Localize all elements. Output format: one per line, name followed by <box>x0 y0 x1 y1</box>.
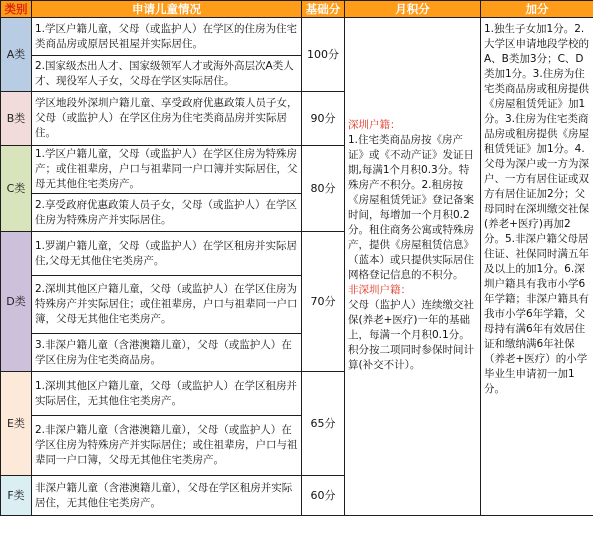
category-d-base: 70分 <box>302 232 345 372</box>
category-a-item-1: 1.学区户籍儿童，父母（或监护人）在学区的住房为住宅类商品房或原居民祖屋并实际居住。 <box>32 18 302 56</box>
category-c-item-1: 1.学区户籍儿童，父母（或监护人）在学区住房为特殊房产；或住祖辈房，户口与祖辈同一户口簿并实际居住，父母无其他住宅类房产。 <box>32 146 302 194</box>
category-b-base: 90分 <box>302 92 345 146</box>
category-e-item-2: 2.非深户籍儿童（含港澳籍儿童），父母（或监护人）在学区住房为特殊房产并实际居住；或住祖辈房，户口与祖辈同一户口簿，父母无其他住宅类房产。 <box>32 416 302 476</box>
monthly-sz-text: 1.住宅类商品房按《房产证》或《不动产证》发证日期,每满1个月积0.3分。特殊房产不积分。2.租房按《房屋租赁凭证》登记备案时间，每增加一个月积0.2分。租住商务公寓或特殊房产，提供《房屋租赁信息》（蓝本）或只提供实际居住网格登记信息的不积分。 <box>348 134 474 281</box>
header-bonus: 加分 <box>481 1 593 18</box>
header-row <box>1 1 593 18</box>
monthly-sz-title: 深圳户籍： <box>348 119 401 131</box>
category-a-label: A类 <box>1 18 32 92</box>
category-a-base: 100分 <box>302 18 345 92</box>
row-a-1 <box>1 18 593 56</box>
category-d-item-2: 2.深圳其他区户籍儿童，父母（或监护人）在学区住房为特殊房产并实际居住；或住祖辈房，户口与祖辈同一户口簿，父母无其他住宅类房产。 <box>32 276 302 334</box>
category-c-label: C类 <box>1 146 32 232</box>
monthly-nonsz-title: 非深圳户籍： <box>348 284 411 296</box>
category-d-item-1: 1.罗湖户籍儿童，父母（或监护人）在学区租房并实际居住,父母无其他住宅类房产。 <box>32 232 302 276</box>
header-category: 类别 <box>1 1 32 18</box>
category-b-item-1: 学区地段外深圳户籍儿童、享受政府优惠政策人员子女，父母（或监护人）在学区住房为住宅类商品房并实际居住。 <box>32 92 302 146</box>
category-f-item-1: 非深户籍儿童（含港澳籍儿童），父母在学区租房并实际居住，无其他住宅类房产。 <box>32 476 302 516</box>
category-e-item-1: 1.深圳其他区户籍儿童，父母（或监护人）在学区租房并实际居住，无其他住宅类房产。 <box>32 372 302 416</box>
category-f-label: F类 <box>1 476 32 516</box>
monthly-nonsz-text: 父母（监护人）连续缴交社保(养老+医疗)一年的基础上，每满一个月积0.1分。积分按二项同时参保时间计算(补交不计）。 <box>348 299 474 371</box>
category-e-label: E类 <box>1 372 32 476</box>
category-c-base: 80分 <box>302 146 345 232</box>
category-e-base: 65分 <box>302 372 345 476</box>
header-monthly: 月积分 <box>345 1 481 18</box>
category-c-item-2: 2.享受政府优惠政策人员子女，父母（或监护人）在学区住房为特殊房产并实际居住。 <box>32 194 302 232</box>
category-d-item-3: 3.非深户籍儿童（含港澳籍儿童），父母（或监护人）在学区住房为住宅类商品房。 <box>32 334 302 372</box>
category-a-item-2: 2.国家级杰出人才、国家级领军人才或海外高层次A类人才、现役军人子女，父母在学区实际居住。 <box>32 56 302 92</box>
category-d-label: D类 <box>1 232 32 372</box>
category-b-label: B类 <box>1 92 32 146</box>
bonus-text: 1.独生子女加1分。2.大学区申请地段学校的A、B类加3分；C、D类加1分。3.住房为住宅类商品房或租房提供《房屋租赁凭证》加1分。3.住房为住宅类商品房或租房提供《房屋租赁凭证》加1分。4.父母为深户或一方为深户、一方有居住证或双方有居住证加2分；父母同时在深圳缴交社保(养老+医疗)再加2分。5.非深户籍父母居住证、社保同时满五年及以上的加1分。6.深圳户籍具有我市小学6年学籍；非深户籍具有我市小学6年学籍，父母持有满6年有效居住证和缴纳满6年社保（养老+医疗）的小学毕业生申请初一加1分。 <box>484 23 589 395</box>
monthly-points-cell <box>345 18 481 516</box>
header-situation: 申请儿童情况 <box>32 1 302 18</box>
category-f-base: 60分 <box>302 476 345 516</box>
header-base: 基础分 <box>302 1 345 18</box>
bonus-points-cell <box>481 18 593 516</box>
